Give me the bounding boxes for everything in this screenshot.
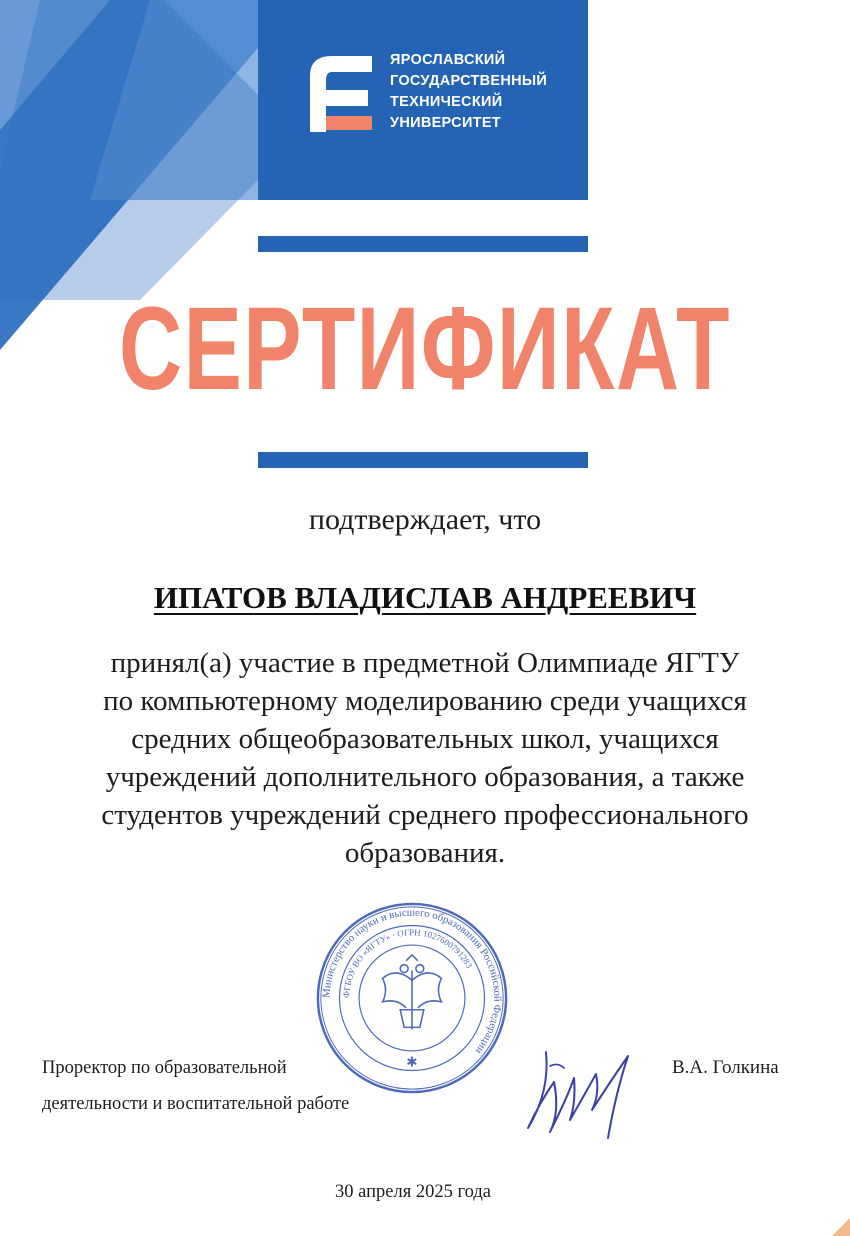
signer-title (42, 1050, 349, 1122)
corner-decoration (832, 1218, 850, 1236)
university-name-line: ГОСУДАРСТВЕННЫЙ (390, 73, 548, 89)
confirms-text: подтверждает, что (308, 503, 542, 536)
eagle-emblem-icon (383, 955, 442, 1029)
recipient-name (0, 578, 850, 618)
body-line: по компьютерному моделированию среди учащихся (103, 685, 747, 717)
ystu-logo-icon (302, 50, 374, 132)
university-name-line: УНИВЕРСИТЕТ (390, 115, 501, 131)
university-name (390, 50, 547, 134)
stamp-inner-text: ФГБОУ ВО «ЯГТУ» · ОГРН 1027600791283 (341, 927, 475, 999)
logo-block (258, 0, 588, 200)
body-line: учреждений дополнительного образования, а также (105, 761, 745, 793)
body-line: образования. (344, 837, 506, 869)
signer-name: В.А. Голкина (672, 1057, 779, 1078)
university-name-line: ЯРОСЛАВСКИЙ (390, 52, 506, 68)
certificate-date: 30 апреля 2025 года (335, 1182, 491, 1202)
body-line: принял(а) участие в предметной Олимпиаде ЯГТУ (110, 647, 740, 679)
stamp-star-icon: ✱ (406, 1054, 418, 1070)
title-rule-top (258, 236, 588, 252)
signer-title-line: Проректор по образовательной (42, 1058, 287, 1078)
title-rule-bottom (258, 452, 588, 468)
body-line: студентов учреждений среднего профессионального (101, 799, 749, 831)
signer-title-line: деятельности и воспитательной работе (42, 1094, 350, 1114)
certificate-body (20, 644, 830, 872)
certificate-title: СЕРТИФИКАТ (119, 283, 731, 415)
handwritten-signature (510, 1032, 640, 1144)
university-name-line: ТЕХНИЧЕСКИЙ (390, 94, 503, 110)
recipient-name-text: ИПАТОВ ВЛАДИСЛАВ АНДРЕЕВИЧ (153, 580, 697, 615)
stamp-outer-text: Министерство науки и высшего образования Российской Федерации (320, 906, 504, 1057)
body-line: средних общеобразовательных школ, учащихся (131, 723, 719, 755)
